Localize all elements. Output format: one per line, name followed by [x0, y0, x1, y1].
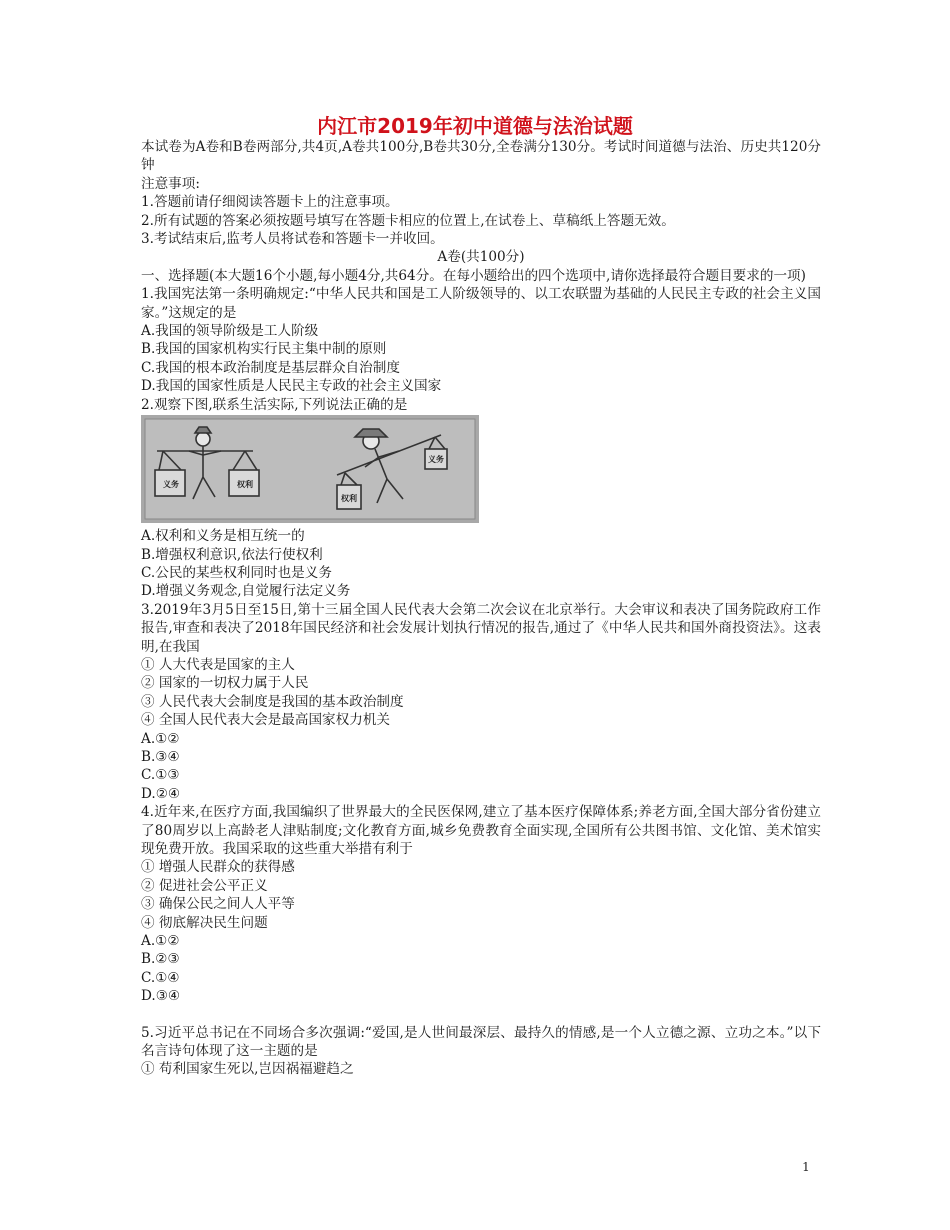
document-body — [141, 138, 821, 1079]
part-one-header: 一、选择题(本大题16个小题,每小题4分,共64分。在每小题给出的四个选项中,请你选择最符合题目要求的一项) — [141, 267, 806, 284]
question-3-option-a: A.①② — [141, 730, 180, 747]
question-4-option-b: B.②③ — [141, 951, 180, 968]
question-2-stem: 2.观察下图,联系生活实际,下列说法正确的是 — [141, 396, 408, 413]
question-4-stem: 4.近年来,在医疗方面,我国编织了世界最大的全民医保网,建立了基本医疗保障体系;养老方面,全国大部分省份建立了80周岁以上高龄老人津贴制度;文化教育方面,城乡免费教育全面实现,全国所有公共图书馆、文化馆、美术馆实现免费开放。我国采取的这些重大举措有利于 — [141, 804, 821, 857]
question-1-option-a: A.我国的领导阶级是工人阶级 — [141, 323, 319, 340]
rights-duties-cartoon — [141, 415, 479, 523]
question-1-stem: 1.我国宪法第一条明确规定:“中华人民共和国是工人阶级领导的、以工农联盟为基础的人民民主专政的社会主义国家。”这规定的是 — [141, 286, 821, 321]
cartoon-label-right-2: 义务 — [428, 455, 444, 465]
question-1-option-d: D.我国的国家性质是人民民主专政的社会主义国家 — [141, 378, 442, 395]
question-3-statement: ① 人大代表是国家的主人 — [141, 656, 295, 673]
question-4-option-d: D.③④ — [141, 988, 181, 1005]
notice-heading: 注意事项: — [141, 175, 200, 192]
question-2-option-b: B.增强权利意识,依法行使权利 — [141, 546, 323, 563]
question-3-stem: 3.2019年3月5日至15日,第十三届全国人民代表大会第二次会议在北京举行。大会审议和表决了国务院政府工作报告,审查和表决了2018年国民经济和社会发展计划执行情况的报告,通过了《中华人民共和国外商投资法》。这表明,在我国 — [141, 601, 821, 655]
spacer — [141, 1006, 821, 1024]
question-3-option-c: C.①③ — [141, 767, 180, 784]
question-2-option-c: C.公民的某些权利同时也是义务 — [141, 564, 332, 581]
question-4-statement: ③ 确保公民之间人人平等 — [141, 896, 295, 913]
cartoon-label-left-2: 权利 — [237, 480, 253, 490]
question-4-option-a: A.①② — [141, 933, 180, 950]
cartoon-label-left-1: 义务 — [163, 480, 179, 490]
exam-intro: 本试卷为A卷和B卷两部分,共4页,A卷共100分,B卷共30分,全卷满分130分。考试时间道德与法治、历史共120分钟 — [141, 139, 821, 174]
question-4-option-c: C.①④ — [141, 969, 180, 986]
cartoon-label-right-1: 权利 — [341, 494, 357, 504]
question-2-option-d: D.增强义务观念,自觉履行法定义务 — [141, 583, 351, 600]
question-3-option-b: B.③④ — [141, 748, 180, 765]
notice-item: 1.答题前请仔细阅读答题卡上的注意事项。 — [141, 194, 399, 211]
question-2-option-a: A.权利和义务是相互统一的 — [141, 528, 305, 545]
question-5-stem: 5.习近平总书记在不同场合多次强调:“爱国,是人世间最深层、最持久的情感,是一个人立德之源、立功之本。”以下名言诗句体现了这一主题的是 — [141, 1024, 821, 1060]
question-1-option-b: B.我国的国家机构实行民主集中制的原则 — [141, 341, 387, 358]
question-3-statement: ② 国家的一切权力属于人民 — [141, 675, 309, 692]
notice-item: 2.所有试题的答案必须按题号填写在答题卡相应的位置上,在试卷上、草稿纸上答题无效。 — [141, 212, 675, 229]
section-a-title: A卷(共100分) — [437, 249, 525, 266]
question-3-option-d: D.②④ — [141, 785, 181, 802]
question-4-statement: ② 促进社会公平正义 — [141, 877, 268, 894]
question-3-statement: ③ 人民代表大会制度是我国的基本政治制度 — [141, 693, 404, 710]
question-1-option-c: C.我国的根本政治制度是基层群众自治制度 — [141, 359, 400, 376]
question-5-statement: ① 苟利国家生死以,岂因祸福避趋之 — [141, 1061, 354, 1078]
question-3-statement: ④ 全国人民代表大会是最高国家权力机关 — [141, 712, 391, 729]
notice-item: 3.考试结束后,监考人员将试卷和答题卡一并收回。 — [141, 231, 444, 248]
page-number: 1 — [802, 1160, 810, 1174]
question-4-statement: ① 增强人民群众的获得感 — [141, 859, 295, 876]
question-4-statement: ④ 彻底解决民生问题 — [141, 914, 268, 931]
cartoon-illustration — [141, 415, 479, 523]
document-title: 内江市2019年初中道德与法治试题 — [317, 114, 633, 138]
